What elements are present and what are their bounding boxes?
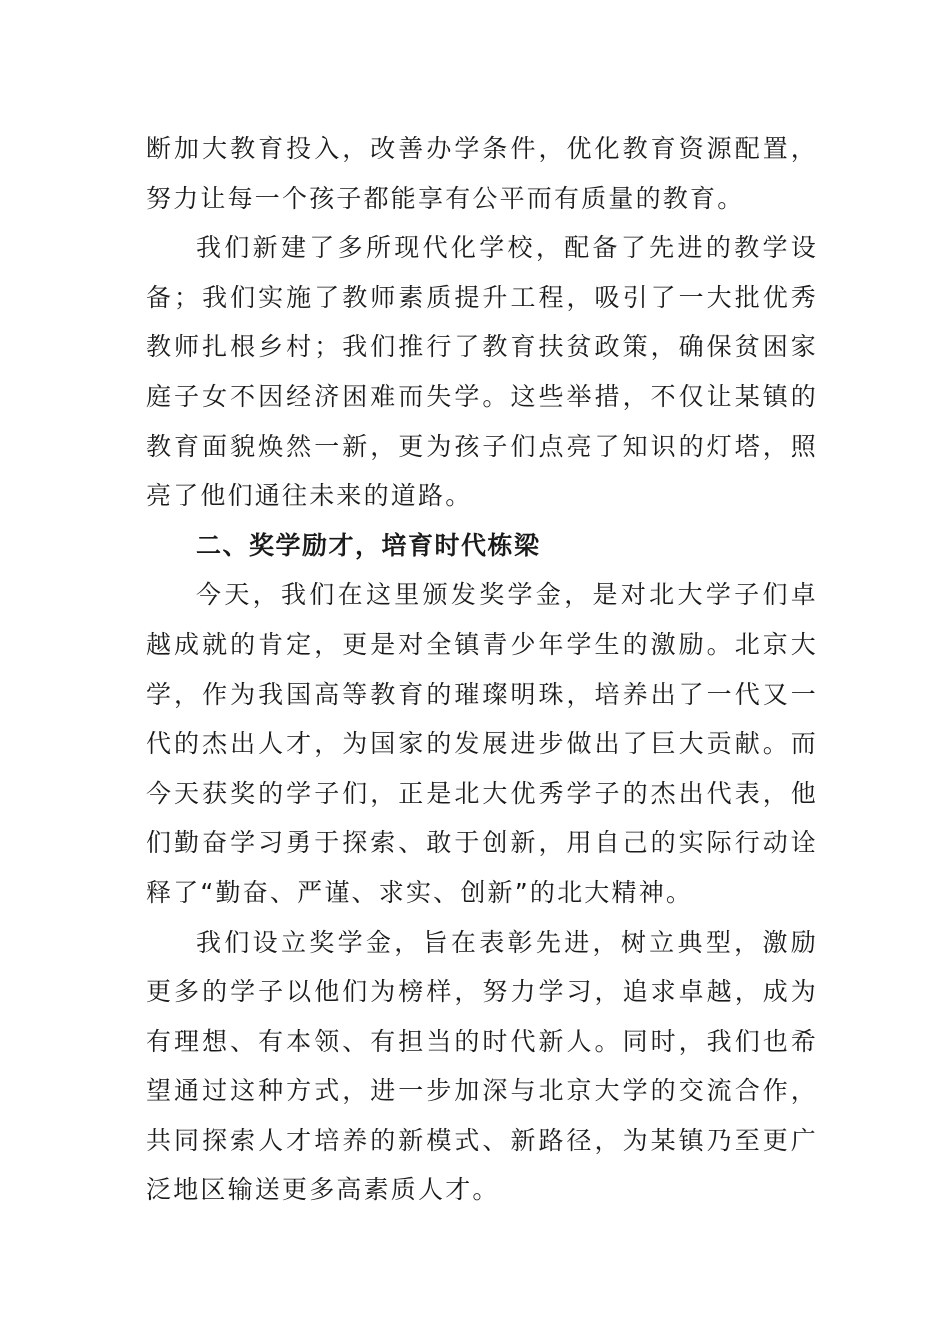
paragraph-continuation: 断加大教育投入，改善办学条件，优化教育资源配置，努力让每一个孩子都能享有公平而有质量的教育。 — [146, 134, 818, 213]
paragraph-scholarship-award: 今天，我们在这里颁发奖学金，是对北大学子们卓越成就的肯定，更是对全镇青少年学生的激励。北京大学，作为我国高等教育的璀璨明珠，培养出了一代又一代的杰出人才，为国家的发展进步做出了巨大贡献。而今天获奖的学子们，正是北大优秀学子的杰出代表，他们勤奋学习勇于探索、敢于创新，用自己的实际行动诠释了“勤奋、严谨、求实、创新”的北大精神。 — [146, 580, 818, 907]
paragraph-school-construction: 我们新建了多所现代化学校，配备了先进的教学设备；我们实施了教师素质提升工程，吸引了一大批优秀教师扎根乡村；我们推行了教育扶贫政策，确保贫困家庭子女不因经济困难而失学。这些举措，不仅让某镇的教育面貌焕然一新，更为孩子们点亮了知识的灯塔，照亮了他们通往未来的道路。 — [146, 233, 818, 511]
paragraph-scholarship-purpose: 我们设立奖学金，旨在表彰先进，树立典型，激励更多的学子以他们为榜样，努力学习，追求卓越，成为有理想、有本领、有担当的时代新人。同时，我们也希望通过这种方式，进一步加深与北京大学的交流合作，共同探索人才培养的新模式、新路径，为某镇乃至更广泛地区输送更多高素质人才。 — [146, 927, 818, 1205]
document-body — [146, 124, 818, 1215]
section-heading: 二、奖学励才，培育时代栋梁 — [196, 530, 541, 560]
